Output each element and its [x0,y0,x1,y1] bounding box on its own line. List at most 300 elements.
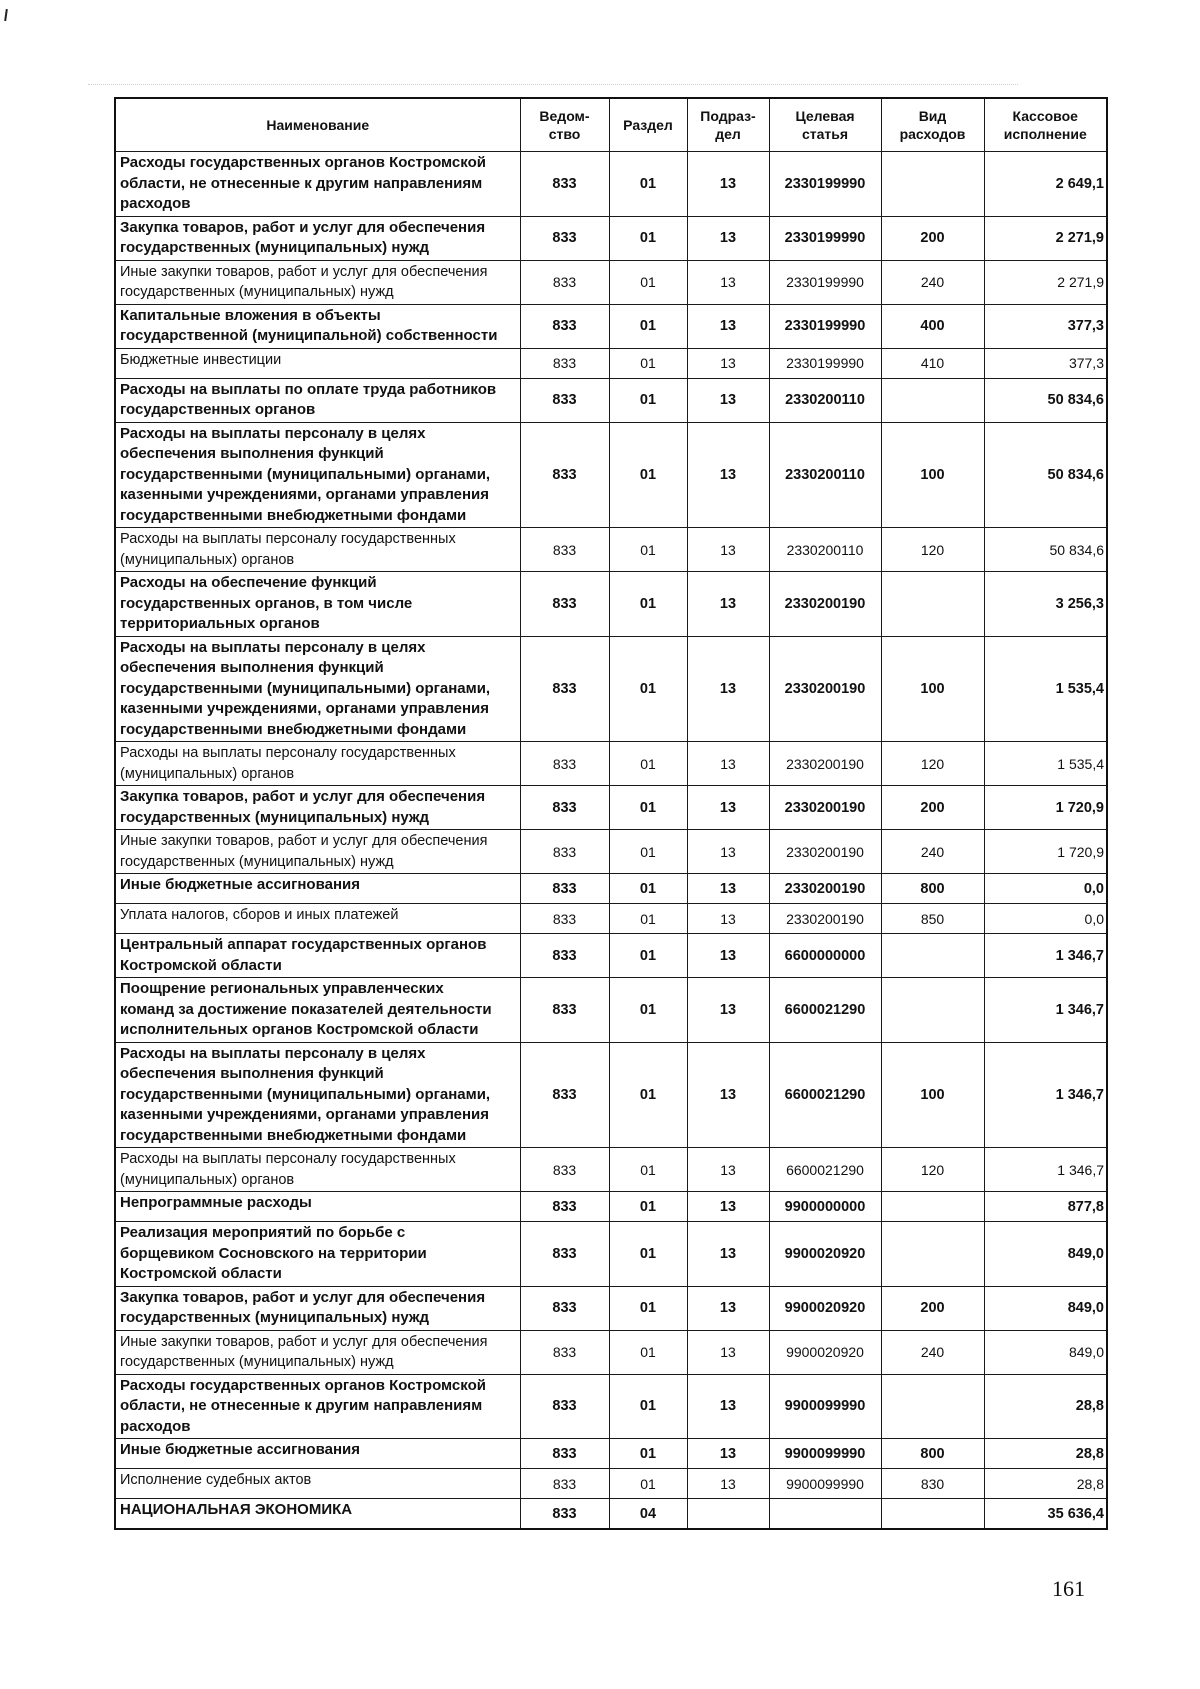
expense-type-cell [881,1374,984,1439]
header-line: исполнение [1003,126,1087,142]
target-article-cell: 2330200190 [769,742,881,786]
budget-table [114,97,1108,1530]
department-cell: 833 [520,934,609,978]
target-article-cell: 6600000000 [769,934,881,978]
name-line: государственных (муниципальных) нужд [120,239,430,256]
table-row [115,1439,1107,1469]
cash-execution-cell: 849,0 [984,1286,1107,1330]
name-line: (муниципальных) органов [120,551,295,568]
name-cell [115,1042,520,1148]
department-cell: 833 [520,304,609,348]
name-cell [115,934,520,978]
name-line: Иные закупки товаров, работ и услуг для обеспечения [120,1333,488,1350]
header-target-article [769,98,881,152]
expense-type-cell [881,1222,984,1287]
section-cell: 01 [609,978,687,1043]
subsection-cell: 13 [687,1286,769,1330]
name-cell [115,1330,520,1374]
expense-type-cell [881,978,984,1043]
subsection-cell [687,1499,769,1530]
subsection-cell: 13 [687,1469,769,1499]
name-line: Капитальные вложения в объекты [120,306,381,324]
name-cell [115,874,520,904]
cash-execution-cell: 28,8 [984,1469,1107,1499]
cash-execution-cell: 1 720,9 [984,830,1107,874]
section-cell: 01 [609,1374,687,1439]
name-line: исполнительных органов Костромской области [120,1021,479,1038]
section-cell: 01 [609,1286,687,1330]
section-cell: 01 [609,260,687,304]
department-cell: 833 [520,1042,609,1148]
section-cell: 01 [609,1330,687,1374]
expense-type-cell [881,1499,984,1530]
name-line: команд за достижение показателей деятельности [120,1000,492,1018]
table-body [115,152,1107,1530]
name-line: Поощрение региональных управленческих [120,980,444,997]
name-line: Иные бюджетные ассигнования [120,1441,360,1458]
name-cell [115,348,520,378]
name-cell [115,978,520,1043]
scan-artifact-dotted-line [88,84,1018,85]
department-cell: 833 [520,830,609,874]
department-cell: 833 [520,572,609,637]
subsection-cell: 13 [687,874,769,904]
subsection-cell: 13 [687,1439,769,1469]
name-line: Расходы на выплаты персоналу государственных [120,1151,456,1167]
name-line: Центральный аппарат государственных органов [120,936,487,953]
department-cell: 833 [520,1286,609,1330]
header-line: Вид [918,108,947,124]
table-row [115,1148,1107,1192]
subsection-cell: 13 [687,152,769,217]
cash-execution-cell: 28,8 [984,1374,1107,1439]
table-row [115,874,1107,904]
name-line: Расходы на обеспечение функций [120,574,377,591]
expense-type-cell: 850 [881,904,984,934]
name-line: борщевиком Сосновского на территории [120,1244,427,1262]
name-line: расходов [120,195,191,212]
name-line: Расходы государственных органов Костромской [120,1376,486,1394]
name-line: (муниципальных) органов [120,765,295,782]
section-cell: 01 [609,422,687,528]
section-cell: 01 [609,304,687,348]
target-article-cell [769,1499,881,1530]
header-line: Ведом- [539,108,590,124]
target-article-cell: 2330200190 [769,572,881,637]
target-article-cell: 2330199990 [769,304,881,348]
target-article-cell: 2330199990 [769,348,881,378]
department-cell: 833 [520,378,609,422]
name-line: государственных (муниципальных) нужд [120,1309,430,1326]
table-row [115,978,1107,1043]
name-line: Расходы на выплаты персоналу государственных [120,745,456,761]
section-cell: 01 [609,1148,687,1192]
expense-type-cell: 800 [881,874,984,904]
table-row [115,304,1107,348]
subsection-cell: 13 [687,422,769,528]
name-line: Уплата налогов, сборов и иных платежей [120,907,399,923]
target-article-cell: 9900020920 [769,1222,881,1287]
name-line: Закупка товаров, работ и услуг для обеспечения [120,218,486,236]
table-header-row [115,98,1107,152]
name-line: НАЦИОНАЛЬНАЯ ЭКОНОМИКА [120,1501,353,1518]
section-cell: 01 [609,348,687,378]
table-row [115,1330,1107,1374]
name-cell [115,378,520,422]
header-name [115,98,520,152]
expense-type-cell: 800 [881,1439,984,1469]
expense-type-cell [881,572,984,637]
name-cell [115,152,520,217]
target-article-cell: 9900020920 [769,1286,881,1330]
subsection-cell: 13 [687,304,769,348]
department-cell: 833 [520,1469,609,1499]
header-expense-type [881,98,984,152]
expense-type-cell: 240 [881,260,984,304]
name-cell [115,216,520,260]
subsection-cell: 13 [687,786,769,830]
target-article-cell: 9900099990 [769,1439,881,1469]
subsection-cell: 13 [687,1042,769,1148]
table-row [115,1192,1107,1222]
target-article-cell: 2330200190 [769,904,881,934]
section-cell: 01 [609,1222,687,1287]
subsection-cell: 13 [687,830,769,874]
header-line: Целевая [795,108,855,124]
name-cell [115,1499,520,1530]
target-article-cell: 9900020920 [769,1330,881,1374]
department-cell: 833 [520,528,609,572]
expense-type-cell: 830 [881,1469,984,1499]
name-line: государственными (муниципальными) органами, [120,1085,491,1103]
name-line: государственных (муниципальных) нужд [120,853,394,870]
target-article-cell: 2330200190 [769,636,881,742]
cash-execution-cell: 1 720,9 [984,786,1107,830]
expense-type-cell [881,934,984,978]
name-cell [115,636,520,742]
name-line: государственных (муниципальных) нужд [120,808,430,826]
name-line: обеспечения выполнения функций [120,445,384,462]
department-cell: 833 [520,152,609,217]
subsection-cell: 13 [687,216,769,260]
section-cell: 01 [609,1192,687,1222]
table-row [115,348,1107,378]
expense-type-cell [881,152,984,217]
page-number: 161 [1052,1576,1085,1601]
header-line: Раздел [623,117,673,133]
name-line: государственных органов, в том числе [120,594,413,612]
name-line: обеспечения выполнения функций [120,659,384,676]
header-cash-execution [984,98,1107,152]
name-line: области, не отнесенные к другим направлениям [120,1397,483,1414]
target-article-cell: 9900099990 [769,1469,881,1499]
cash-execution-cell: 35 636,4 [984,1499,1107,1530]
name-cell [115,1222,520,1287]
cash-execution-cell: 1 346,7 [984,1148,1107,1192]
expense-type-cell: 120 [881,1148,984,1192]
name-line: казенными учреждениями, органами управления [120,1106,490,1123]
cash-execution-cell: 1 535,4 [984,742,1107,786]
table-row [115,1374,1107,1439]
cash-execution-cell: 2 271,9 [984,260,1107,304]
expense-type-cell: 100 [881,636,984,742]
name-line: государственной (муниципальной) собственности [120,327,498,344]
cash-execution-cell: 2 271,9 [984,216,1107,260]
subsection-cell: 13 [687,934,769,978]
table-row [115,1469,1107,1499]
cash-execution-cell: 1 346,7 [984,1042,1107,1148]
target-article-cell: 6600021290 [769,978,881,1043]
table-row [115,1042,1107,1148]
department-cell: 833 [520,1499,609,1530]
name-line: государственными (муниципальными) органами, [120,465,491,483]
department-cell: 833 [520,216,609,260]
department-cell: 833 [520,978,609,1043]
expense-type-cell: 240 [881,1330,984,1374]
name-line: государственных (муниципальных) нужд [120,284,394,300]
target-article-cell: 6600021290 [769,1148,881,1192]
name-line: Иные закупки товаров, работ и услуг для обеспечения [120,833,488,849]
name-cell [115,260,520,304]
department-cell: 833 [520,636,609,742]
name-line: обеспечения выполнения функций [120,1065,384,1082]
name-line: (муниципальных) органов [120,1171,295,1188]
table-row [115,1286,1107,1330]
name-cell [115,904,520,934]
table-row [115,742,1107,786]
table-row [115,152,1107,217]
document-sheet [114,97,1108,1530]
cash-execution-cell: 50 834,6 [984,378,1107,422]
section-cell: 01 [609,742,687,786]
table-row [115,528,1107,572]
cash-execution-cell: 28,8 [984,1439,1107,1469]
cash-execution-cell: 50 834,6 [984,528,1107,572]
cash-execution-cell: 1 346,7 [984,978,1107,1043]
expense-type-cell: 120 [881,528,984,572]
name-line: Расходы на выплаты персоналу в целях [120,424,426,442]
table-row [115,422,1107,528]
subsection-cell: 13 [687,1374,769,1439]
name-line: государственных (муниципальных) нужд [120,1354,394,1370]
cash-execution-cell: 2 649,1 [984,152,1107,217]
cash-execution-cell: 0,0 [984,904,1107,934]
table-row [115,786,1107,830]
scan-artifact [4,9,8,21]
target-article-cell: 2330199990 [769,152,881,217]
section-cell: 01 [609,830,687,874]
section-cell: 01 [609,1439,687,1469]
section-cell: 01 [609,216,687,260]
section-cell: 04 [609,1499,687,1530]
expense-type-cell [881,1192,984,1222]
section-cell: 01 [609,528,687,572]
table-row [115,572,1107,637]
name-cell [115,742,520,786]
target-article-cell: 2330200190 [769,830,881,874]
section-cell: 01 [609,934,687,978]
name-line: Исполнение судебных актов [120,1472,312,1488]
department-cell: 833 [520,1439,609,1469]
table-row [115,904,1107,934]
cash-execution-cell: 377,3 [984,348,1107,378]
name-line: государственными внебюджетными фондами [120,1126,467,1144]
name-line: Непрограммные расходы [120,1194,312,1211]
header-line: дел [715,126,741,142]
subsection-cell: 13 [687,978,769,1043]
header-line: Подраз- [700,108,756,124]
target-article-cell: 6600021290 [769,1042,881,1148]
subsection-cell: 13 [687,1148,769,1192]
expense-type-cell: 400 [881,304,984,348]
table-row [115,830,1107,874]
expense-type-cell: 200 [881,1286,984,1330]
header-subsection [687,98,769,152]
subsection-cell: 13 [687,742,769,786]
name-line: казенными учреждениями, органами управления [120,486,490,503]
subsection-cell: 13 [687,348,769,378]
name-line: казенными учреждениями, органами управления [120,700,490,717]
name-cell [115,786,520,830]
subsection-cell: 13 [687,904,769,934]
section-cell: 01 [609,874,687,904]
subsection-cell: 13 [687,1330,769,1374]
name-line: Иные бюджетные ассигнования [120,876,360,893]
name-line: государственных органов [120,401,316,418]
table-row [115,1222,1107,1287]
name-cell [115,1439,520,1469]
name-line: Бюджетные инвестиции [120,351,282,368]
target-article-cell: 9900099990 [769,1374,881,1439]
table-row [115,934,1107,978]
name-line: Расходы на выплаты персоналу государственных [120,531,456,547]
header-section [609,98,687,152]
name-line: Иные закупки товаров, работ и услуг для обеспечения [120,263,488,280]
name-cell [115,830,520,874]
cash-execution-cell: 1 535,4 [984,636,1107,742]
department-cell: 833 [520,422,609,528]
section-cell: 01 [609,636,687,742]
target-article-cell: 2330200190 [769,786,881,830]
name-line: Закупка товаров, работ и услуг для обеспечения [120,1288,486,1306]
department-cell: 833 [520,1222,609,1287]
name-line: государственными внебюджетными фондами [120,506,467,524]
section-cell: 01 [609,1042,687,1148]
department-cell: 833 [520,348,609,378]
section-cell: 01 [609,378,687,422]
name-line: государственными внебюджетными фондами [120,720,467,738]
cash-execution-cell: 877,8 [984,1192,1107,1222]
header-line: расходов [899,126,966,142]
name-line: Закупка товаров, работ и услуг для обеспечения [120,788,486,805]
cash-execution-cell: 0,0 [984,874,1107,904]
header-line: ство [548,126,581,142]
subsection-cell: 13 [687,572,769,637]
table-row [115,1499,1107,1530]
section-cell: 01 [609,1469,687,1499]
expense-type-cell: 200 [881,786,984,830]
expense-type-cell: 100 [881,422,984,528]
cash-execution-cell: 50 834,6 [984,422,1107,528]
target-article-cell: 2330199990 [769,260,881,304]
target-article-cell: 2330200190 [769,874,881,904]
section-cell: 01 [609,152,687,217]
cash-execution-cell: 849,0 [984,1330,1107,1374]
name-line: Костромской области [120,1265,282,1282]
department-cell: 833 [520,1330,609,1374]
department-cell: 833 [520,874,609,904]
department-cell: 833 [520,260,609,304]
name-line: Расходы на выплаты по оплате труда работников [120,380,497,398]
table-row [115,260,1107,304]
department-cell: 833 [520,1192,609,1222]
name-line: Расходы на выплаты персоналу в целях [120,1044,426,1062]
name-line: Реализация мероприятий по борьбе с [120,1224,406,1241]
cash-execution-cell: 849,0 [984,1222,1107,1287]
name-line: территориальных органов [120,615,320,632]
name-cell [115,1192,520,1222]
name-cell [115,572,520,637]
subsection-cell: 13 [687,260,769,304]
name-line: расходов [120,1417,191,1435]
name-cell [115,422,520,528]
department-cell: 833 [520,1148,609,1192]
expense-type-cell: 410 [881,348,984,378]
expense-type-cell: 200 [881,216,984,260]
header-line: Наименование [266,117,370,133]
cash-execution-cell: 3 256,3 [984,572,1107,637]
name-cell [115,1469,520,1499]
table-row [115,636,1107,742]
section-cell: 01 [609,786,687,830]
name-line: Расходы на выплаты персоналу в целях [120,638,426,656]
subsection-cell: 13 [687,1192,769,1222]
department-cell: 833 [520,786,609,830]
name-cell [115,1286,520,1330]
department-cell: 833 [520,904,609,934]
header-department [520,98,609,152]
subsection-cell: 13 [687,636,769,742]
target-article-cell: 2330200110 [769,528,881,572]
name-line: области, не отнесенные к другим направлениям [120,174,483,192]
expense-type-cell: 100 [881,1042,984,1148]
target-article-cell: 2330200110 [769,422,881,528]
expense-type-cell [881,378,984,422]
header-line: статья [801,126,849,142]
table-row [115,378,1107,422]
name-line: Расходы государственных органов Костромской [120,154,486,171]
name-line: государственными (муниципальными) органами, [120,679,491,697]
name-cell [115,304,520,348]
cash-execution-cell: 1 346,7 [984,934,1107,978]
expense-type-cell: 240 [881,830,984,874]
subsection-cell: 13 [687,1222,769,1287]
subsection-cell: 13 [687,528,769,572]
target-article-cell: 9900000000 [769,1192,881,1222]
expense-type-cell: 120 [881,742,984,786]
table-row [115,216,1107,260]
section-cell: 01 [609,904,687,934]
target-article-cell: 2330200110 [769,378,881,422]
name-cell [115,528,520,572]
department-cell: 833 [520,742,609,786]
department-cell: 833 [520,1374,609,1439]
name-line: Костромской области [120,956,282,974]
header-line: Кассовое [1012,108,1078,124]
name-cell [115,1148,520,1192]
cash-execution-cell: 377,3 [984,304,1107,348]
target-article-cell: 2330199990 [769,216,881,260]
